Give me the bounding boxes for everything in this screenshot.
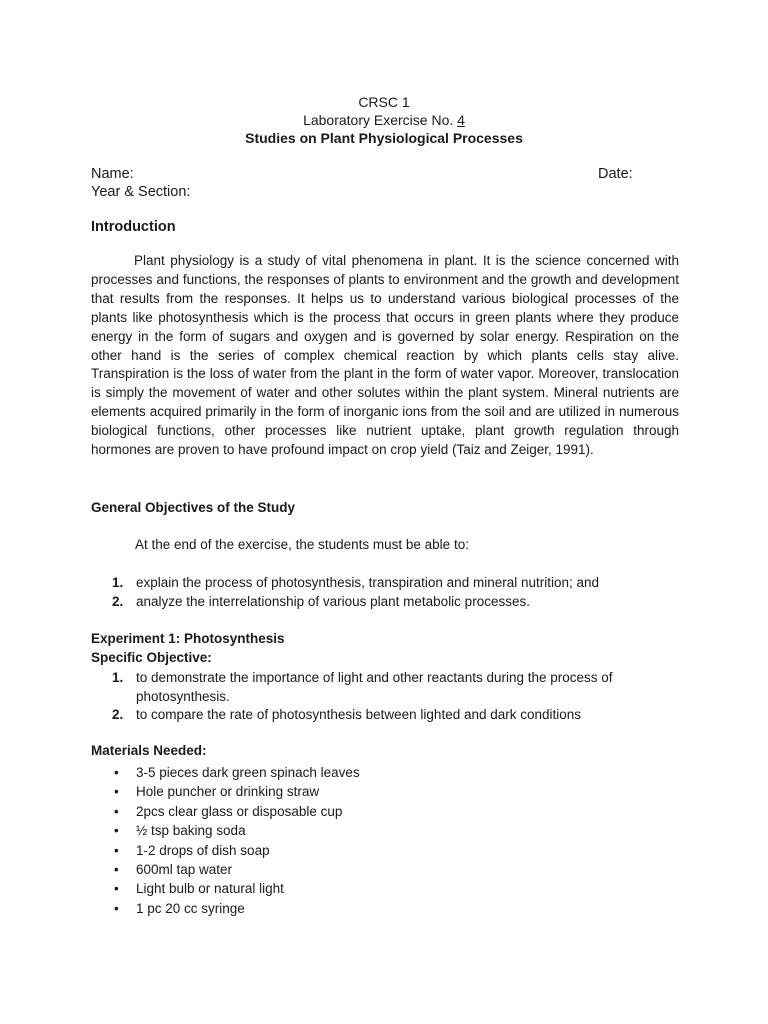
list-item [91, 763, 651, 782]
list-text: analyze the interrelationship of various plant metabolic processes. [136, 593, 530, 609]
introduction-paragraph: Plant physiology is a study of vital phenomena in plant. It is the science concerned with processes and functions, the responses of plants to environment and the growth and development that results from the responses. It helps us to understand various biological processes of the plants like photosynthesis which is the process that occurs in green plants where they produce energy in the form of sugars and oxygen and is governed by solar energy. Respiration on the other hand is the series of complex chemical reaction by which plants cells stay alive. Transpiration is the loss of water from the plant in the form of water vapor. Moreover, translocation is simply the movement of water and other solutes within the plant system. Mineral nutrients are elements acquired primarily in the form of inorganic ions from the soil and are utilized in numerous biological functions, other processes like nutrient uptake, plant growth regulation through hormones are proven to have profound impact on crop yield (Taiz and Zeiger, 1991). [91, 253, 679, 458]
bullet-icon: • [114, 784, 119, 800]
list-text: explain the process of photosynthesis, transpiration and mineral nutrition; and [136, 575, 600, 590]
name-label: Name: [91, 166, 134, 182]
general-objectives-list [91, 574, 691, 611]
course-code: CRSC 1 [358, 94, 410, 110]
bullet-icon: • [114, 862, 119, 878]
list-item [91, 879, 651, 898]
list-item [91, 802, 651, 821]
materials-heading: Materials Needed: [91, 743, 207, 758]
list-item [91, 841, 651, 860]
bullet-icon: • [114, 823, 119, 839]
material-text: 1 pc 20 cc syringe [136, 900, 245, 916]
list-item [91, 821, 651, 840]
list-item [91, 899, 651, 918]
materials-list [91, 763, 651, 918]
list-text: to demonstrate the importance of light and other reactants during the process of photosynthesis. [136, 670, 613, 704]
list-number: 1. [112, 575, 124, 590]
material-text: 1-2 drops of dish soap [136, 842, 270, 858]
bullet-icon: • [114, 803, 119, 819]
list-number: 1. [112, 670, 124, 685]
bullet-icon: • [114, 765, 119, 780]
date-label: Date: [598, 166, 633, 182]
specific-objectives-list [91, 669, 651, 725]
list-item [91, 593, 691, 612]
material-text: ½ tsp baking soda [136, 823, 246, 839]
bullet-icon: • [114, 881, 119, 897]
material-text: Hole puncher or drinking straw [136, 784, 320, 800]
general-objectives-heading: General Objectives of the Study [91, 500, 296, 515]
bullet-icon: • [114, 900, 119, 916]
list-item [91, 782, 651, 801]
list-item [91, 860, 651, 879]
specific-objective-heading: Specific Objective: [91, 650, 212, 665]
material-text: 600ml tap water [136, 862, 233, 878]
objectives-lead: At the end of the exercise, the students must be able to: [135, 537, 469, 552]
material-text: Light bulb or natural light [136, 881, 284, 897]
document-title: Studies on Plant Physiological Processes [245, 130, 523, 146]
material-text: 2pcs clear glass or disposable cup [136, 803, 343, 819]
exercise-number: 4 [457, 112, 465, 128]
year-section-label: Year & Section: [91, 184, 191, 200]
list-text: to compare the rate of photosynthesis between lighted and dark conditions [136, 707, 582, 723]
experiment-heading: Experiment 1: Photosynthesis [91, 631, 285, 646]
bullet-icon: • [114, 842, 119, 858]
list-number: 2. [112, 593, 124, 609]
material-text: 3-5 pieces dark green spinach leaves [136, 765, 360, 780]
list-number: 2. [112, 707, 124, 723]
list-item [91, 669, 651, 706]
list-item [91, 574, 691, 593]
exercise-prefix: Laboratory Exercise No. [303, 112, 458, 128]
introduction-heading: Introduction [91, 219, 176, 235]
list-item [91, 706, 651, 725]
exercise-label [0, 112, 768, 128]
